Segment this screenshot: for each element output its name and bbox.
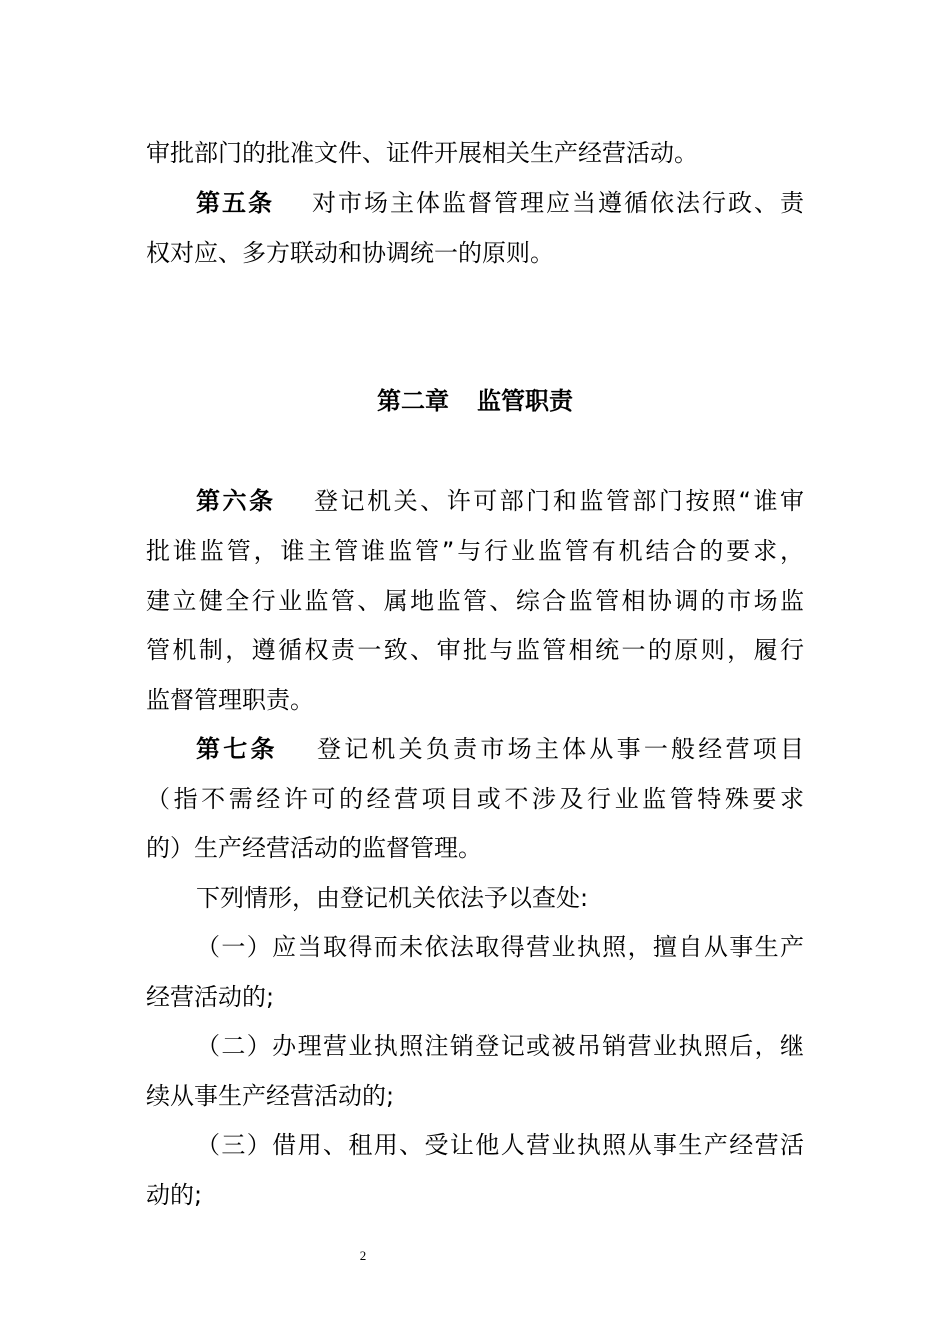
item-1-line-1: （一）应当取得而未依法取得营业执照，擅自从事生产 <box>196 933 804 961</box>
article-7-line-2: （指不需经许可的经营项目或不涉及行业监管特殊要求 <box>146 785 804 813</box>
article-6-text: 登记机关、许可部门和监管部门按照“谁审 <box>311 487 804 515</box>
article-6-label: 第六条 <box>196 487 276 515</box>
article-5-line-2: 权对应、多方联动和协调统一的原则。 <box>146 239 554 267</box>
article-6-line-1 <box>196 486 804 516</box>
item-2-line-1: （二）办理营业执照注销登记或被吊销营业执照后，继 <box>196 1032 804 1060</box>
situations-intro: 下列情形，由登记机关依法予以查处: <box>196 884 589 912</box>
paragraph-continued-line-1: 审批部门的批准文件、证件开展相关生产经营活动。 <box>146 139 698 167</box>
item-3-line-2: 动的; <box>146 1181 203 1209</box>
article-6-line-3: 建立健全行业监管、属地监管、综合监管相协调的市场监 <box>146 587 804 615</box>
article-7-label: 第七条 <box>196 735 278 763</box>
chapter-number: 第二章 <box>377 387 449 415</box>
article-6-line-2: 批谁监管，谁主管谁监管”与行业监管有机结合的要求， <box>146 537 804 565</box>
item-2-line-2: 续从事生产经营活动的; <box>146 1082 395 1110</box>
item-1-line-2: 经营活动的; <box>146 983 275 1011</box>
page-number: 2 <box>359 1248 367 1263</box>
item-3-line-1: （三）借用、租用、受让他人营业执照从事生产经营活 <box>196 1131 804 1159</box>
article-5-line-1 <box>196 188 804 218</box>
article-5-text: 对市场主体监督管理应当遵循依法行政、责 <box>310 189 804 217</box>
article-6-line-5: 监督管理职责。 <box>146 686 314 714</box>
article-6-line-4: 管机制，遵循权责一致、审批与监管相统一的原则，履行 <box>146 636 804 664</box>
article-7-text: 登记机关负责市场主体从事一般经营项目 <box>313 735 805 763</box>
article-5-label: 第五条 <box>196 189 274 217</box>
chapter-title: 监管职责 <box>477 387 573 415</box>
article-7-line-3: 的）生产经营活动的监督管理。 <box>146 834 482 862</box>
chapter-heading <box>0 386 950 416</box>
article-7-line-1 <box>196 734 804 764</box>
